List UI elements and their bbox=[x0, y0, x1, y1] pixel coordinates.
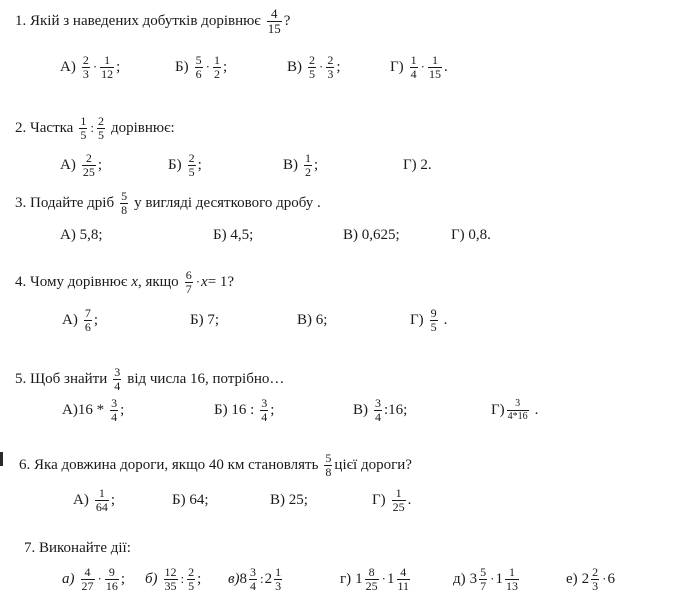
question-5 bbox=[0, 364, 679, 394]
option-a[interactable]: А) $\frac{7}{6}$ ; bbox=[62, 305, 98, 334]
task-b: б) $\frac{12}{35}$ : $\frac{2}{5}$ ; bbox=[145, 564, 202, 593]
option-b[interactable]: Б) 64; bbox=[172, 491, 209, 508]
option-c[interactable]: В) $\frac{1}{2}$ ; bbox=[283, 150, 319, 179]
option-a[interactable]: А) $\frac{2}{25}$ ; bbox=[60, 150, 102, 179]
task-d: г) 1 $\frac{8}{25}$ · 1 $\frac{4}{11}$ bbox=[340, 564, 410, 593]
question-1 bbox=[0, 6, 679, 36]
option-d[interactable]: Г) 2. bbox=[403, 156, 432, 173]
question-5-options bbox=[0, 393, 679, 423]
question-2-options bbox=[0, 148, 679, 178]
option-b[interactable]: Б) 4,5; bbox=[213, 226, 254, 243]
task-f: е) 2 $\frac{2}{3}$ · 6 bbox=[566, 564, 615, 593]
option-c[interactable]: В) 6; bbox=[297, 311, 328, 328]
option-b[interactable]: Б) $\frac{5}{6}$ · $\frac{1}{2}$ ; bbox=[175, 52, 228, 81]
option-a[interactable]: А) 5,8; bbox=[60, 226, 103, 243]
question-6-stem: 6. Яка довжина дороги, якщо 40 км становлять $\frac{5}{8}$ цієї дороги? bbox=[19, 450, 412, 479]
option-c[interactable]: В) $\frac{2}{5}$ · $\frac{2}{3}$ ; bbox=[287, 52, 341, 81]
option-d[interactable]: Г) 0,8. bbox=[451, 226, 491, 243]
question-1-stem: 1. Якій з наведених добутків дорівнює $\frac{4}{15}$ ? bbox=[15, 5, 291, 36]
question-4-options bbox=[0, 303, 679, 333]
option-a[interactable]: А) $\frac{2}{3}$ · $\frac{1}{12}$ ; bbox=[60, 52, 121, 81]
question-3 bbox=[0, 188, 679, 218]
task-e: д) 3 $\frac{5}{7}$ · 1 $\frac{1}{13}$ bbox=[453, 564, 518, 593]
option-d[interactable]: Г) $\frac{1}{25}$ . bbox=[372, 485, 412, 514]
question-2-stem: 2. Частка $\frac{1}{5}$ : $\frac{2}{5}$ дорівнює: bbox=[15, 113, 175, 142]
question-7-tasks bbox=[0, 562, 679, 592]
option-d[interactable]: Г) $\frac{1}{4}$ · $\frac{1}{15}$ . bbox=[390, 52, 448, 81]
option-d[interactable]: Г) $\frac{3}{4*16}$ . bbox=[491, 397, 539, 422]
option-a[interactable]: А) $\frac{1}{64}$ ; bbox=[73, 485, 115, 514]
option-c[interactable]: В) 25; bbox=[270, 491, 308, 508]
option-b[interactable]: Б) 16 : $\frac{3}{4}$ ; bbox=[214, 395, 275, 424]
option-b[interactable]: Б) $\frac{2}{5}$ ; bbox=[168, 150, 202, 179]
option-d[interactable]: Г) $\frac{9}{5}$ . bbox=[410, 305, 448, 334]
option-b[interactable]: Б) 7; bbox=[190, 311, 220, 328]
question-7-stem: 7. Виконайте дії: bbox=[24, 539, 131, 556]
question-2 bbox=[0, 113, 679, 143]
question-1-target-fraction: $\frac{4}{15}$ bbox=[267, 5, 281, 36]
option-c[interactable]: В) $\frac{3}{4}$ :16; bbox=[353, 395, 408, 424]
question-1-options bbox=[0, 50, 679, 80]
question-3-options bbox=[0, 218, 679, 248]
option-a[interactable]: А)16 * $\frac{3}{4}$ ; bbox=[62, 395, 125, 424]
question-7 bbox=[0, 533, 679, 563]
question-3-stem: 3. Подайте дріб $\frac{5}{8}$ у вигляді десяткового дробу . bbox=[15, 188, 321, 217]
task-c: в) 8 $\frac{3}{4}$ : 2 $\frac{1}{3}$ bbox=[228, 564, 282, 593]
question-6-options bbox=[0, 483, 679, 513]
question-4-stem: 4. Чому дорівнює х , якщо $\frac{6}{7}$ · х = 1? bbox=[15, 267, 235, 296]
option-c[interactable]: В) 0,625; bbox=[343, 226, 400, 243]
question-4 bbox=[0, 267, 679, 297]
task-a: а) $\frac{4}{27}$ · $\frac{9}{16}$ ; bbox=[62, 564, 126, 593]
question-6 bbox=[0, 450, 679, 480]
question-5-stem: 5. Щоб знайти $\frac{3}{4}$ від числа 16, потрібно… bbox=[15, 364, 285, 393]
question-1-text: 1. Якій з наведених добутків дорівнює bbox=[15, 12, 261, 29]
